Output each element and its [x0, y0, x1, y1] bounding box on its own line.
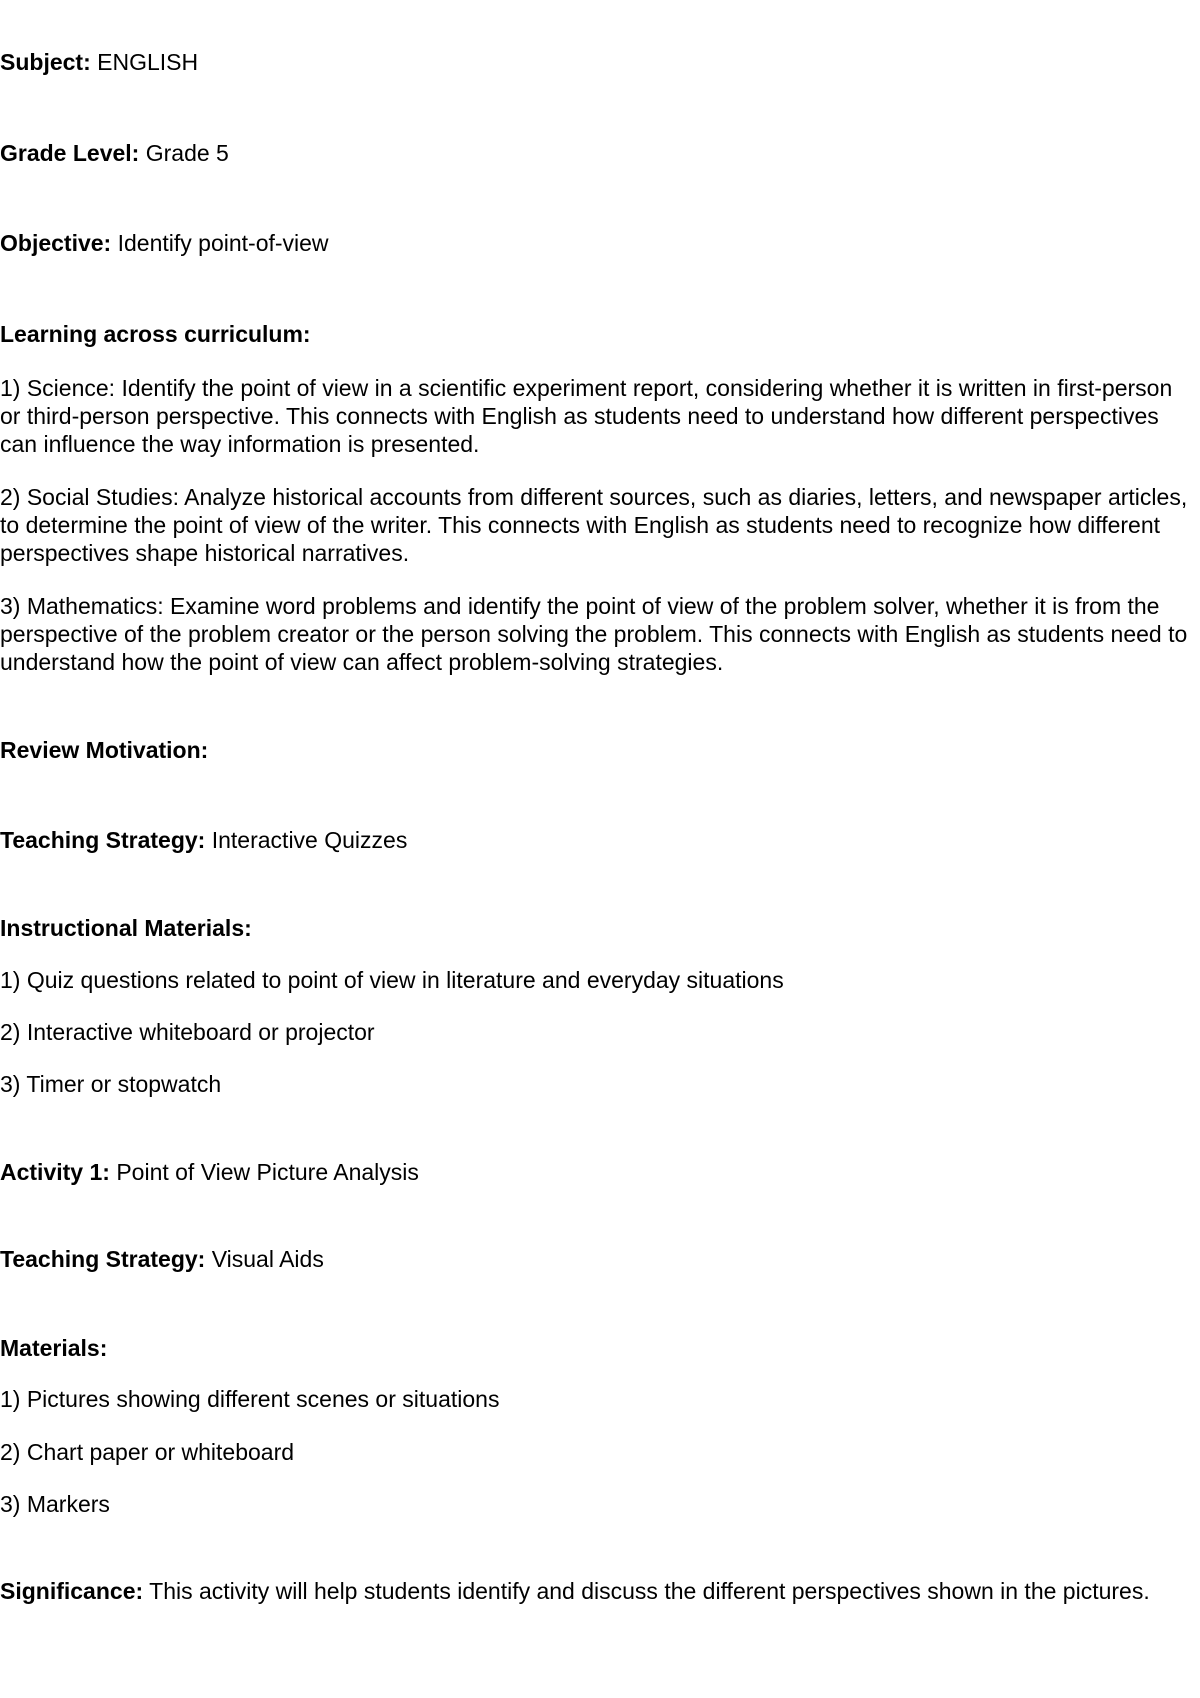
learning-across-curriculum-heading: Learning across curriculum:: [0, 321, 311, 347]
activity-1-line: [0, 1158, 419, 1186]
activity-1-value: Point of View Picture Analysis: [116, 1159, 419, 1185]
instructional-materials-heading: Instructional Materials:: [0, 915, 252, 941]
grade-level-line: [0, 139, 229, 167]
instructional-material-item: 3) Timer or stopwatch: [0, 1071, 222, 1097]
grade-level-value: Grade 5: [145, 140, 229, 166]
activity-1-label: Activity 1:: [0, 1159, 110, 1185]
material-item: 2) Chart paper or whiteboard: [0, 1439, 295, 1465]
objective-label: Objective:: [0, 230, 112, 256]
subject-line: [0, 48, 198, 76]
subject-label: Subject:: [0, 49, 91, 75]
activity-teaching-strategy-value: Visual Aids: [211, 1246, 324, 1272]
material-item: 3) Markers: [0, 1491, 110, 1517]
significance-label: Significance:: [0, 1578, 144, 1604]
curriculum-item-mathematics: 3) Mathematics: Examine word problems and identify the point of view of the problem solver, whether it is from the perspective of the problem creator or the person solving the problem. This connects with English as students need to understand how the point of view can affect problem-solving strategies.: [0, 593, 1188, 675]
subject-value: ENGLISH: [97, 49, 199, 75]
significance-paragraph: [0, 1577, 1192, 1605]
review-motivation-heading: Review Motivation:: [0, 737, 209, 763]
material-item: 1) Pictures showing different scenes or situations: [0, 1386, 500, 1412]
curriculum-item-science: 1) Science: Identify the point of view in a scientific experiment report, considering whether it is written in first-person or third-person perspective. This connects with English as students need to understand how different perspectives can influence the way information is presented.: [0, 375, 1173, 457]
instructional-material-item: 2) Interactive whiteboard or projector: [0, 1019, 375, 1045]
review-teaching-strategy-value: Interactive Quizzes: [211, 827, 408, 853]
grade-level-label: Grade Level:: [0, 140, 140, 166]
materials-heading: Materials:: [0, 1335, 108, 1361]
activity-teaching-strategy-label: Teaching Strategy:: [0, 1246, 206, 1272]
activity-teaching-strategy-line: [0, 1245, 324, 1273]
objective-value: Identify point-of-view: [117, 230, 329, 256]
review-teaching-strategy-label: Teaching Strategy:: [0, 827, 206, 853]
significance-value: This activity will help students identify and discuss the different perspectives shown in the pictures.: [149, 1578, 1150, 1604]
curriculum-item-social-studies: 2) Social Studies: Analyze historical accounts from different sources, such as diaries, letters, and newspaper articles, to determine the point of view of the writer. This connects with English as students need to recognize how different perspectives shape historical narratives.: [0, 484, 1188, 566]
objective-line: [0, 229, 329, 257]
instructional-material-item: 1) Quiz questions related to point of view in literature and everyday situations: [0, 967, 784, 993]
review-teaching-strategy-line: [0, 826, 407, 854]
